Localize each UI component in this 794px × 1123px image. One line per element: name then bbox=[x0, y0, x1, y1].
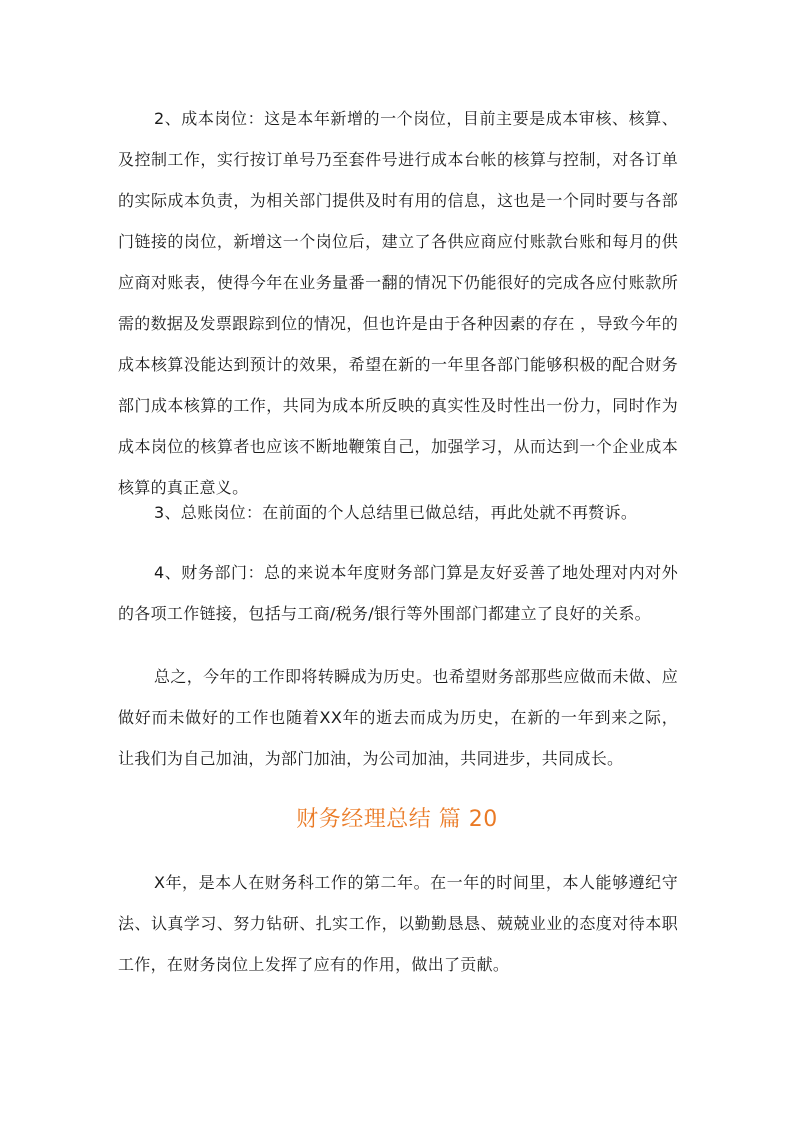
paragraph-cost-position: 2、成本岗位：这是本年新增的一个岗位，目前主要是成本审核、核算、及控制工作，实行按订单号乃至套件号进行成本台帐的核算与控制，对各订单的实际成本负责，为相关部门提供及时有用的信息，这也是一个同时要与各部门链接的岗位，新增这一个岗位后，建立了各供应商应付账款台账和每月的供应商对账表，使得今年在业务量番一翻的情况下仍能很好的完成各应付账款所需的数据及发票跟踪到位的情况，但也许是由于各种因素的存在 ，导致今年的成本核算没能达到预计的效果，希望在新的一年里各部门能够积极的配合财务部门成本核算的工作，共同为成本所反映的真实性及时性出一份力，同时作为成本岗位的核算者也应该不断地鞭策自己，加强学习，从而达到一个企业成本核算的真正意义。 bbox=[118, 109, 678, 497]
paragraph-general-ledger: 3、总账岗位：在前面的个人总结里已做总结，再此处就不再赘诉。 bbox=[154, 503, 638, 522]
paragraph-summary: 总之，今年的工作即将转瞬成为历史。也希望财务部那些应做而未做、应做好而未做好的工作也随着XX年的逝去而成为历史，在新的一年到来之际，让我们为自己加油，为部门加油，为公司加油，共同进步，共同成长。 bbox=[118, 667, 678, 768]
paragraph-intro-20: X年，是本人在财务科工作的第二年。在一年的时间里，本人能够遵纪守法、认真学习、努力钻研、扎实工作，以勤勤恳恳、兢兢业业的态度对待本职工作，在财务岗位上发挥了应有的作用，做出了贡献。 bbox=[118, 873, 678, 974]
paragraph-finance-dept: 4、财务部门：总的来说本年度财务部门算是友好妥善了地处理对内对外的各项工作链接，包括与工商/税务/银行等外围部门都建立了良好的关系。 bbox=[118, 563, 678, 623]
section-heading: 财务经理总结 篇 20 bbox=[296, 807, 498, 832]
